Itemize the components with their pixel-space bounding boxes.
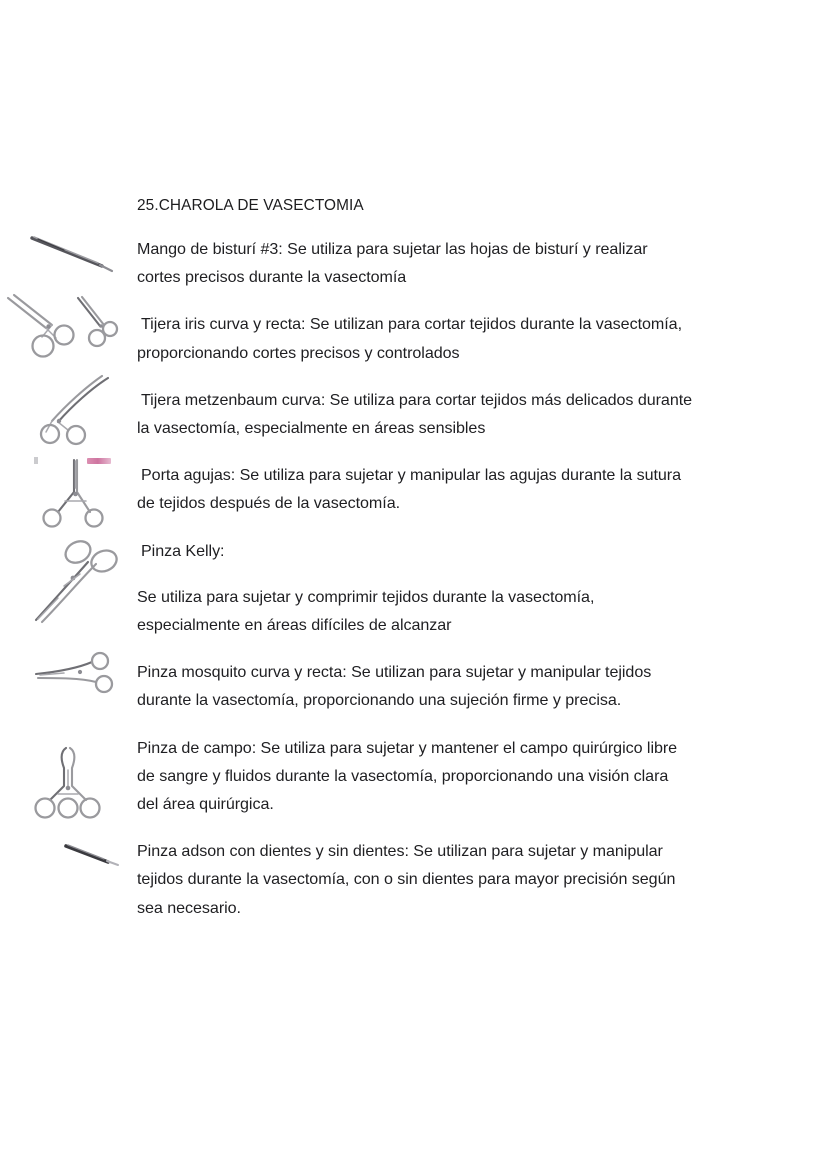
- iris-scissors-curved-icon: [2, 292, 78, 358]
- paragraph-pinza-kelly-title: Pinza Kelly:: [141, 541, 225, 560]
- field-clamp-figure: [28, 742, 108, 826]
- mosquito-forceps-icon: [30, 648, 122, 710]
- iris-scissors-curved-figure: [2, 292, 78, 358]
- scalpel-handle-figure: [24, 228, 120, 276]
- needle-holder-figure: [30, 452, 122, 530]
- iris-scissors-straight-figure: [72, 296, 124, 350]
- field-clamp-icon: [28, 742, 108, 826]
- needle-holder-icon: [30, 452, 122, 530]
- metzenbaum-scissors-icon: [32, 372, 118, 454]
- paragraph-mango-bisturi: Mango de bisturí #3: Se utiliza para sujetar las hojas de bisturí y realizar cortes precisos durante la vasectomía: [137, 240, 648, 287]
- document-text-column: [137, 194, 693, 941]
- kelly-forceps-icon: [28, 534, 120, 628]
- mosquito-forceps-figure: [30, 648, 122, 710]
- paragraph-tijera-metzenbaum: Tijera metzenbaum curva: Se utiliza para cortar tejidos más delicados durante la vasectomía, especialmente en áreas sensibles: [137, 390, 693, 438]
- paragraph-porta-agujas: Porta agujas: Se utiliza para sujetar y manipular las agujas durante la sutura de tejidos después de la vasectomía.: [137, 466, 682, 513]
- paragraph-pinza-kelly-description: Se utiliza para sujetar y comprimir tejidos durante la vasectomía, especialmente en áreas difíciles de alcanzar: [137, 587, 595, 635]
- paragraph-tijera-iris: Tijera iris curva y recta: Se utilizan para cortar tejidos durante la vasectomía, proporcionando cortes precisos y controlados: [137, 315, 682, 362]
- page-title: 25.CHAROLA DE VASECTOMIA: [137, 197, 364, 214]
- kelly-forceps-figure: [28, 534, 120, 628]
- adson-forceps-figure: [60, 838, 124, 870]
- adson-forceps-icon: [60, 838, 124, 870]
- metzenbaum-scissors-figure: [32, 372, 118, 454]
- paragraph-pinza-adson: Pinza adson con dientes y sin dientes: Se utilizan para sujetar y manipular tejidos durante la vasectomía, con o sin dientes para mayor precisión según sea necesario.: [137, 842, 676, 917]
- paragraph-pinza-mosquito: Pinza mosquito curva y recta: Se utilizan para sujetar y manipular tejidos durante la vasectomía, proporcionando una sujeción firme y precisa.: [137, 663, 652, 710]
- iris-scissors-straight-icon: [72, 296, 124, 350]
- scalpel-handle-icon: [24, 228, 120, 276]
- paragraph-pinza-de-campo: Pinza de campo: Se utiliza para sujetar y mantener el campo quirúrgico libre de sangre y fluidos durante la vasectomía, proporcionando una visión clara del área quirúrgica.: [137, 738, 678, 814]
